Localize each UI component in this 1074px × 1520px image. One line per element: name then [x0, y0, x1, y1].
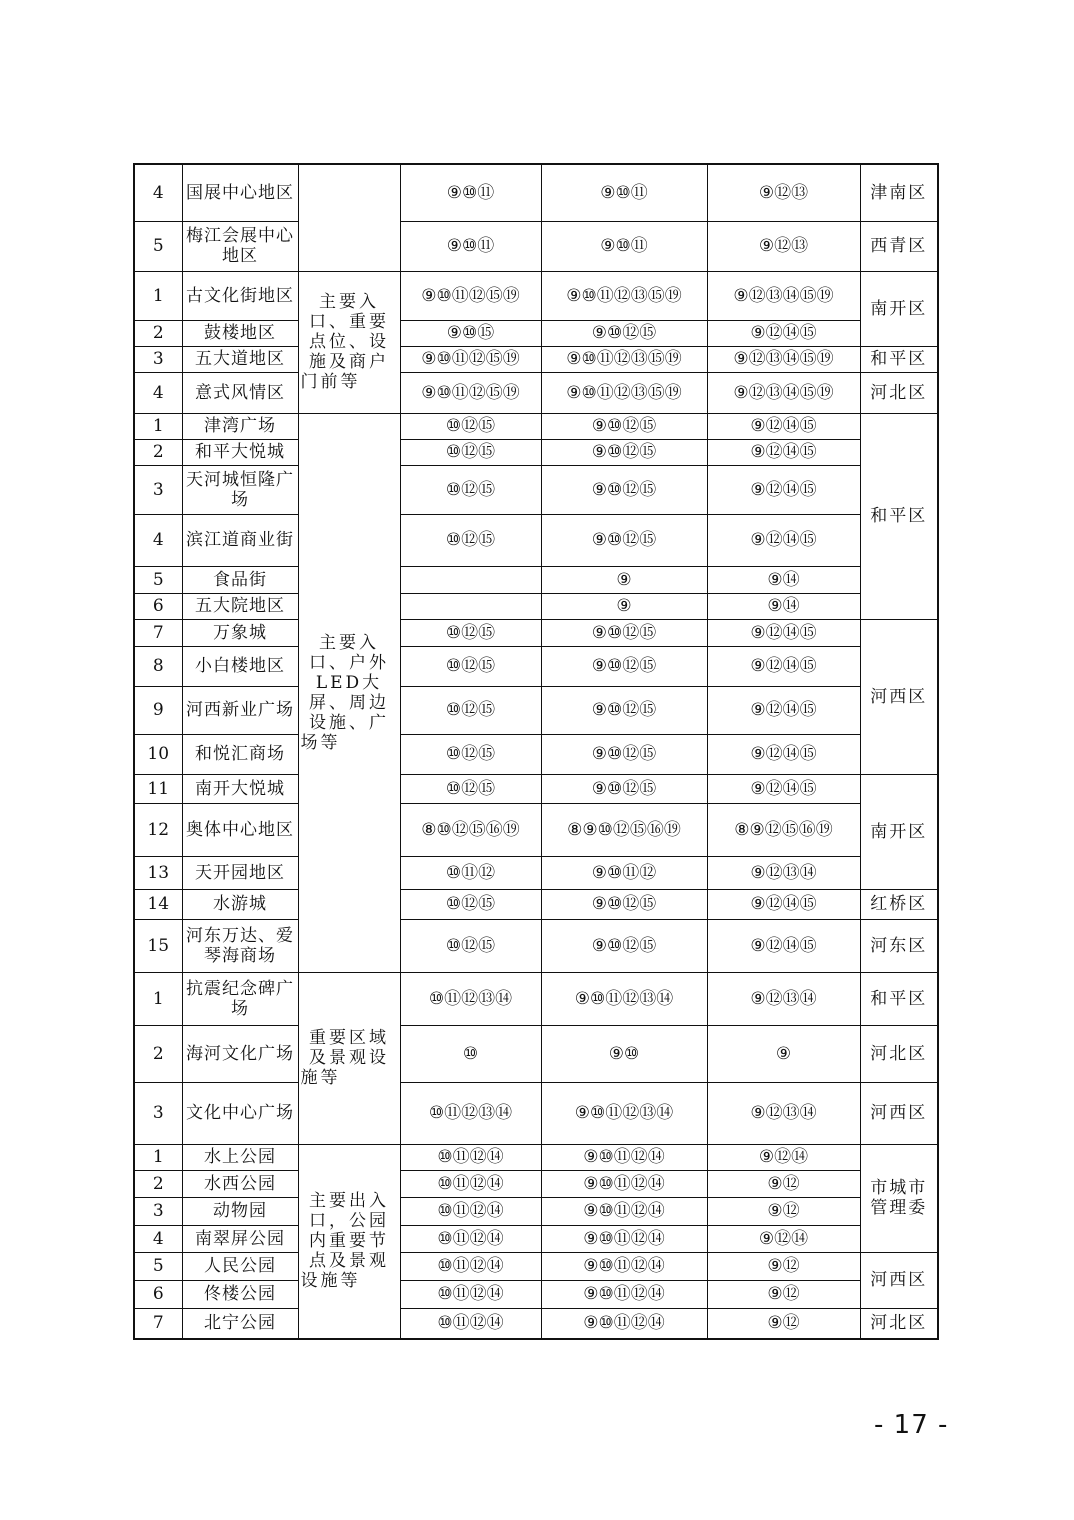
requirement-cell-3: ⑨⑫⑭	[707, 1225, 860, 1252]
row-number: 1	[134, 1144, 182, 1170]
table-row	[134, 271, 938, 320]
requirement-cell-2: ⑨⑩⑪⑫⑭	[541, 1225, 707, 1252]
requirement-cell-2: ⑨⑩⑪⑫⑭	[541, 1252, 707, 1280]
table-row	[134, 320, 938, 346]
row-number: 11	[134, 774, 182, 803]
requirement-cell-1: ⑩⑫⑮	[400, 686, 541, 734]
requirement-cell-2: ⑨⑩⑪⑫⑭	[541, 1197, 707, 1225]
requirement-cell-2: ⑨⑩	[541, 1025, 707, 1082]
row-number: 3	[134, 1082, 182, 1144]
table-row	[134, 413, 938, 439]
table-row	[134, 1308, 938, 1339]
requirement-cell-2: ⑨⑩⑫⑮	[541, 646, 707, 686]
requirement-cell-2: ⑨⑩⑪⑫⑬⑮⑲	[541, 346, 707, 372]
requirement-cell-1: ⑩⑫⑮	[400, 413, 541, 439]
requirement-cell-1	[400, 566, 541, 593]
requirement-cell-3: ⑨⑫⑭⑮	[707, 919, 860, 972]
row-number: 3	[134, 1197, 182, 1225]
location-cell: 北宁公园	[182, 1308, 298, 1339]
requirement-cell-3: ⑨⑫⑭⑮	[707, 514, 860, 566]
requirement-cell-1: ⑩	[400, 1025, 541, 1082]
table-row	[134, 1280, 938, 1308]
location-cell: 佟楼公园	[182, 1280, 298, 1308]
row-number: 12	[134, 803, 182, 856]
table-row	[134, 774, 938, 803]
table-row	[134, 734, 938, 774]
requirement-cell-3: ⑨⑫⑭⑮	[707, 646, 860, 686]
position-cell: 主要入口、重要点位、设施及商户门前等	[298, 271, 400, 413]
row-number: 4	[134, 514, 182, 566]
requirement-cell-3: ⑨⑫	[707, 1252, 860, 1280]
location-cell: 和平大悦城	[182, 439, 298, 465]
row-number: 15	[134, 919, 182, 972]
table-row	[134, 164, 938, 221]
requirement-cell-2: ⑨⑩⑫⑮	[541, 619, 707, 646]
location-cell: 抗震纪念碑广场	[182, 972, 298, 1025]
row-number: 7	[134, 619, 182, 646]
location-cell: 五大道地区	[182, 346, 298, 372]
requirement-cell-1: ⑩⑫⑮	[400, 619, 541, 646]
location-cell: 古文化街地区	[182, 271, 298, 320]
location-cell: 动物园	[182, 1197, 298, 1225]
requirement-cell-1: ⑩⑪⑫⑭	[400, 1144, 541, 1170]
row-number: 2	[134, 320, 182, 346]
requirement-cell-1: ⑩⑪⑫⑭	[400, 1170, 541, 1197]
district-cell: 和平区	[860, 346, 938, 372]
requirement-cell-2: ⑨⑩⑪⑫⑭	[541, 1308, 707, 1339]
row-number: 14	[134, 889, 182, 919]
requirement-cell-1: ⑨⑩⑪⑫⑮⑲	[400, 271, 541, 320]
table-row	[134, 439, 938, 465]
table-row	[134, 346, 938, 372]
requirement-cell-1: ⑩⑫⑮	[400, 514, 541, 566]
row-number: 3	[134, 465, 182, 514]
requirement-cell-1: ⑧⑩⑫⑮⑯⑲	[400, 803, 541, 856]
location-cell: 海河文化广场	[182, 1025, 298, 1082]
requirement-cell-2: ⑨⑩⑪	[541, 164, 707, 221]
row-number: 5	[134, 566, 182, 593]
requirement-cell-2: ⑨	[541, 593, 707, 619]
requirement-cell-1	[400, 593, 541, 619]
location-cell: 南开大悦城	[182, 774, 298, 803]
requirement-cell-1: ⑩⑪⑫⑭	[400, 1280, 541, 1308]
location-cell: 万象城	[182, 619, 298, 646]
requirement-cell-1: ⑩⑫⑮	[400, 439, 541, 465]
requirement-cell-2: ⑨⑩⑪	[541, 221, 707, 271]
row-number: 1	[134, 271, 182, 320]
requirement-cell-3: ⑨⑫	[707, 1197, 860, 1225]
table-row	[134, 1170, 938, 1197]
location-cell: 梅江会展中心地区	[182, 221, 298, 271]
district-cell: 红桥区	[860, 889, 938, 919]
table-row	[134, 686, 938, 734]
table-row	[134, 889, 938, 919]
table-row	[134, 1025, 938, 1082]
requirement-cell-3: ⑨⑭	[707, 566, 860, 593]
requirement-cell-3: ⑨⑫⑬⑭	[707, 1082, 860, 1144]
row-number: 13	[134, 856, 182, 889]
row-number: 4	[134, 372, 182, 413]
requirement-cell-2: ⑨⑩⑫⑮	[541, 734, 707, 774]
location-cell: 五大院地区	[182, 593, 298, 619]
requirement-cell-2: ⑨⑩⑫⑮	[541, 919, 707, 972]
table-row	[134, 221, 938, 271]
position-cell: 主要出入口，公园内重要节点及景观设施等	[298, 1144, 400, 1339]
row-number: 10	[134, 734, 182, 774]
row-number: 4	[134, 1225, 182, 1252]
requirement-cell-3: ⑨⑫⑭⑮	[707, 734, 860, 774]
requirement-cell-3: ⑨⑫⑭⑮	[707, 619, 860, 646]
location-cell: 国展中心地区	[182, 164, 298, 221]
table-row	[134, 593, 938, 619]
requirement-cell-1: ⑩⑫⑮	[400, 774, 541, 803]
table-row	[134, 919, 938, 972]
district-cell: 西青区	[860, 221, 938, 271]
location-cell: 鼓楼地区	[182, 320, 298, 346]
table-body	[134, 164, 938, 1339]
district-cell: 河西区	[860, 1252, 938, 1308]
requirement-cell-2: ⑨⑩⑪⑫	[541, 856, 707, 889]
district-cell: 津南区	[860, 164, 938, 221]
requirement-cell-2: ⑨⑩⑫⑮	[541, 774, 707, 803]
requirement-cell-2: ⑨⑩⑪⑫⑬⑮⑲	[541, 372, 707, 413]
table-row	[134, 372, 938, 413]
district-cell: 河西区	[860, 619, 938, 774]
requirement-cell-1: ⑩⑫⑮	[400, 919, 541, 972]
requirement-cell-1: ⑨⑩⑪⑫⑮⑲	[400, 346, 541, 372]
requirement-cell-3: ⑨⑫	[707, 1308, 860, 1339]
location-cell: 滨江道商业街	[182, 514, 298, 566]
requirement-cell-3: ⑨	[707, 1025, 860, 1082]
row-number: 6	[134, 593, 182, 619]
requirement-cell-3: ⑨⑫⑬⑭	[707, 856, 860, 889]
requirement-cell-1: ⑩⑫⑮	[400, 889, 541, 919]
row-number: 2	[134, 1025, 182, 1082]
table-row	[134, 972, 938, 1025]
requirement-cell-3: ⑨⑫⑬	[707, 164, 860, 221]
requirement-cell-3: ⑨⑫⑭⑮	[707, 413, 860, 439]
requirement-cell-2: ⑨⑩⑪⑫⑬⑭	[541, 1082, 707, 1144]
requirement-cell-1: ⑩⑫⑮	[400, 646, 541, 686]
location-cell: 和悦汇商场	[182, 734, 298, 774]
table-row	[134, 1252, 938, 1280]
row-number: 2	[134, 1170, 182, 1197]
location-cell: 天河城恒隆广场	[182, 465, 298, 514]
location-cell: 意式风情区	[182, 372, 298, 413]
requirement-cell-3: ⑨⑭	[707, 593, 860, 619]
row-number: 3	[134, 346, 182, 372]
requirement-cell-3: ⑨⑫⑭⑮	[707, 686, 860, 734]
row-number: 9	[134, 686, 182, 734]
requirement-cell-2: ⑨⑩⑪⑫⑭	[541, 1170, 707, 1197]
requirement-cell-3: ⑨⑫⑭	[707, 1144, 860, 1170]
row-number: 7	[134, 1308, 182, 1339]
district-cell: 南开区	[860, 271, 938, 346]
requirement-cell-2: ⑨⑩⑪⑫⑭	[541, 1144, 707, 1170]
requirement-cell-2: ⑨⑩⑫⑮	[541, 439, 707, 465]
requirement-cell-3: ⑨⑫⑭⑮	[707, 465, 860, 514]
requirement-cell-1: ⑩⑪⑫⑬⑭	[400, 972, 541, 1025]
requirement-cell-2: ⑨⑩⑫⑮	[541, 686, 707, 734]
requirement-cell-3: ⑨⑫	[707, 1280, 860, 1308]
requirement-cell-3: ⑨⑫	[707, 1170, 860, 1197]
district-cell: 市城市管理委	[860, 1144, 938, 1252]
requirements-table	[133, 163, 939, 1340]
location-cell: 河西新业广场	[182, 686, 298, 734]
requirement-cell-3: ⑨⑫⑬	[707, 221, 860, 271]
table-row	[134, 514, 938, 566]
district-cell: 河北区	[860, 372, 938, 413]
page-number: - 17 -	[874, 1410, 949, 1440]
row-number: 5	[134, 1252, 182, 1280]
location-cell: 食品街	[182, 566, 298, 593]
district-cell: 河东区	[860, 919, 938, 972]
requirement-cell-2: ⑨⑩⑪⑫⑬⑭	[541, 972, 707, 1025]
requirement-cell-1: ⑨⑩⑪⑫⑮⑲	[400, 372, 541, 413]
row-number: 2	[134, 439, 182, 465]
row-number: 4	[134, 164, 182, 221]
requirement-cell-1: ⑩⑫⑮	[400, 734, 541, 774]
requirement-cell-3: ⑨⑫⑬⑭⑮⑲	[707, 346, 860, 372]
table-row	[134, 803, 938, 856]
requirement-cell-3: ⑨⑫⑭⑮	[707, 774, 860, 803]
requirement-cell-3: ⑨⑫⑭⑮	[707, 889, 860, 919]
table-row	[134, 646, 938, 686]
requirement-cell-2: ⑨⑩⑫⑮	[541, 320, 707, 346]
requirement-cell-3: ⑨⑫⑭⑮	[707, 320, 860, 346]
requirement-cell-3: ⑨⑫⑭⑮	[707, 439, 860, 465]
table-row	[134, 856, 938, 889]
district-cell: 河北区	[860, 1308, 938, 1339]
location-cell: 人民公园	[182, 1252, 298, 1280]
requirement-cell-1: ⑨⑩⑮	[400, 320, 541, 346]
position-cell: 主要入口、户外LED大屏、周边设施、广场等	[298, 413, 400, 972]
requirement-cell-3: ⑧⑨⑫⑮⑯⑲	[707, 803, 860, 856]
district-cell: 和平区	[860, 972, 938, 1025]
location-cell: 文化中心广场	[182, 1082, 298, 1144]
requirement-cell-1: ⑩⑪⑫⑬⑭	[400, 1082, 541, 1144]
row-number: 1	[134, 413, 182, 439]
requirement-cell-2: ⑨⑩⑫⑮	[541, 465, 707, 514]
requirement-cell-1: ⑩⑪⑫⑭	[400, 1308, 541, 1339]
location-cell: 河东万达、爱琴海商场	[182, 919, 298, 972]
requirement-cell-1: ⑩⑪⑫⑭	[400, 1197, 541, 1225]
location-cell: 水西公园	[182, 1170, 298, 1197]
requirement-cell-2: ⑨	[541, 566, 707, 593]
location-cell: 津湾广场	[182, 413, 298, 439]
row-number: 6	[134, 1280, 182, 1308]
requirement-cell-1: ⑩⑪⑫	[400, 856, 541, 889]
requirement-cell-2: ⑨⑩⑫⑮	[541, 889, 707, 919]
requirement-cell-2: ⑨⑩⑫⑮	[541, 413, 707, 439]
requirement-cell-2: ⑨⑩⑪⑫⑭	[541, 1280, 707, 1308]
requirement-cell-3: ⑨⑫⑬⑭⑮⑲	[707, 372, 860, 413]
requirement-cell-1: ⑨⑩⑪	[400, 164, 541, 221]
requirement-cell-1: ⑩⑫⑮	[400, 465, 541, 514]
requirement-cell-2: ⑧⑨⑩⑫⑮⑯⑲	[541, 803, 707, 856]
table-row	[134, 1144, 938, 1170]
table-row	[134, 566, 938, 593]
location-cell: 天开园地区	[182, 856, 298, 889]
district-cell: 河西区	[860, 1082, 938, 1144]
requirement-cell-2: ⑨⑩⑫⑮	[541, 514, 707, 566]
location-cell: 南翠屏公园	[182, 1225, 298, 1252]
location-cell: 小白楼地区	[182, 646, 298, 686]
location-cell: 水游城	[182, 889, 298, 919]
row-number: 1	[134, 972, 182, 1025]
location-cell: 水上公园	[182, 1144, 298, 1170]
district-cell: 河北区	[860, 1025, 938, 1082]
table-row	[134, 619, 938, 646]
requirement-cell-1: ⑩⑪⑫⑭	[400, 1225, 541, 1252]
row-number: 8	[134, 646, 182, 686]
district-cell: 和平区	[860, 413, 938, 619]
requirement-cell-1: ⑨⑩⑪	[400, 221, 541, 271]
requirement-cell-1: ⑩⑪⑫⑭	[400, 1252, 541, 1280]
row-number: 5	[134, 221, 182, 271]
table-row	[134, 1082, 938, 1144]
district-cell: 南开区	[860, 774, 938, 889]
table-row	[134, 1225, 938, 1252]
table-row	[134, 1197, 938, 1225]
position-cell	[298, 164, 400, 271]
table-row	[134, 465, 938, 514]
requirement-cell-3: ⑨⑫⑬⑭⑮⑲	[707, 271, 860, 320]
position-cell: 重要区域及景观设施等	[298, 972, 400, 1144]
requirement-cell-2: ⑨⑩⑪⑫⑬⑮⑲	[541, 271, 707, 320]
requirement-cell-3: ⑨⑫⑬⑭	[707, 972, 860, 1025]
location-cell: 奥体中心地区	[182, 803, 298, 856]
